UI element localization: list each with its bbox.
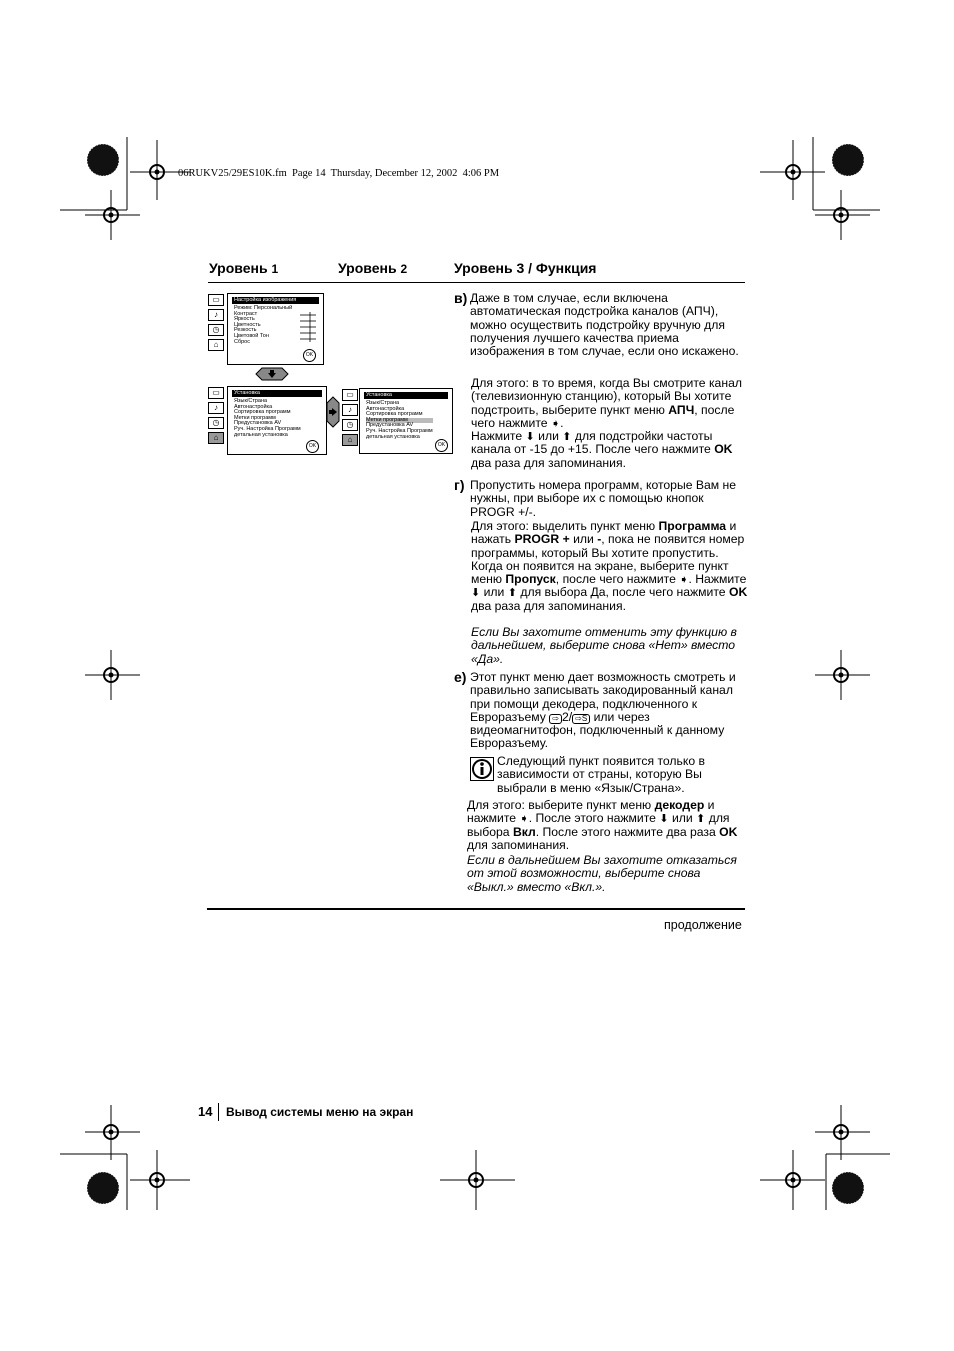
sound-icon: ♪ — [208, 309, 224, 321]
sound-icon: ♪ — [342, 404, 358, 416]
section-e-label: е) — [454, 669, 467, 685]
section-g-text: Пропустить номера программ, которые Вам не нужны, при выборе их с помощью кнопок PROGR +/-. — [470, 478, 737, 519]
picture-icon: ▭ — [208, 387, 224, 399]
section-e-note: Если в дальнейшем Вы захотите отказаться от этой возможности, выберите снова «Выкл.» вместо «Вкл.». — [467, 853, 737, 894]
print-header: 06RUKV25/29ES10K.fm Page 14 Thursday, December 12, 2002 4:06 PM — [178, 168, 500, 179]
section-g-instructions: Для этого: выделить пункт меню Программа и нажать PROGR + или -, пока не появится номер программы, который Вы хотите пропустить. Когда он появится на экране, выберите пункт меню Пропуск, после чего нажмите ➧. Нажмите ⬇ или ⬆ для выбора Да, после чего нажмите OK два раза для запоминания. — [471, 519, 748, 613]
section-v-instructions: Для этого: в то время, когда Вы смотрите канал (телевизионную станцию), который Вы хотите подстроить, выберите пункт меню АПЧ, после чего нажмите ➧. Нажмите ⬇ или ⬆ для подстройки частоты канала от -15 до +15. После чего нажмите OK два раза для запоминания. — [471, 376, 742, 470]
setup-icon: ⌂ — [208, 432, 224, 444]
sound-icon: ♪ — [208, 402, 224, 414]
section-v-text: Даже в том случае, если включена автоматическая подстройка каналов (АПЧ), можно осуществить подстройку вручную для получения лучшего качества приема изображения в том случае, если оно искажено. — [470, 291, 739, 359]
setup-icon: ⌂ — [208, 339, 224, 351]
menu-picture — [227, 293, 324, 365]
menu3-items: Язык/Страна Автонастройка Сортировка программ Метки программ Предустановка AV Руч. Настройка Программ детальная установка — [366, 400, 433, 440]
menu2-title: Установка — [232, 390, 322, 397]
down-arrow-icon — [254, 367, 290, 381]
timer-icon: ◷ — [208, 417, 224, 429]
menu3-title: Установка — [364, 392, 448, 399]
section-e-text: Этот пункт меню дает возможность смотреть и правильно записывать закодированный канал при помощи декодера, подключенного к Евроразъему ⇨ 2/ ⇨S или через видеомагнитофон, подключенный к данному Евроразъему. — [470, 670, 736, 751]
scart-s-icon: ⇨S — [572, 714, 590, 724]
menu-setup-level3 — [359, 388, 453, 454]
down-arrow-icon: ⬇ — [659, 813, 669, 826]
menu2-items: Язык/Страна Автонастройка Сортировка программ Метки программ Предустановка AV Руч. Настройка Программ детальная установка — [234, 398, 301, 438]
section-e-instructions: Для этого: выберите пункт меню декодер и нажмите ➧. После этого нажмите ⬇ или ⬆ для выбора Вкл. После этого нажмите два раза OK для запоминания. — [467, 798, 738, 852]
right-arrow-icon: ➧ — [679, 574, 689, 587]
info-note: Следующий пункт появится только в зависимости от страны, которую Вы выбрали в меню «Язык/Страна». — [497, 754, 705, 795]
right-arrow-icon: ➧ — [550, 417, 561, 430]
menu1-icons — [208, 294, 224, 354]
up-arrow-icon: ⬆ — [507, 587, 517, 600]
level-3-heading: Уровень 3 / Функция — [454, 260, 597, 276]
picture-icon: ▭ — [342, 389, 358, 401]
footer-title: Вывод системы меню на экран — [226, 1105, 414, 1119]
header-rule — [208, 282, 745, 283]
scart-icon: ⇨ — [549, 714, 562, 724]
section-g-label: г) — [454, 477, 465, 493]
ok-button-icon: OK — [303, 349, 316, 362]
down-arrow-icon: ⬇ — [471, 587, 481, 600]
timer-icon: ◷ — [208, 324, 224, 336]
ok-button-icon: OK — [306, 440, 319, 453]
menu1-items: Режим: Персональный Контраст Яркость Цветность Резкость Цветовой Тон Сброс — [234, 305, 293, 345]
info-icon — [470, 757, 494, 781]
section-v-label: в) — [454, 290, 468, 306]
right-arrow-icon: ➧ — [519, 813, 529, 826]
menu1-title: Настройка изображения — [232, 297, 319, 304]
footer-divider — [218, 1103, 219, 1121]
bottom-rule — [207, 908, 745, 910]
up-arrow-icon: ⬆ — [562, 431, 572, 444]
slider-bars — [298, 312, 318, 346]
picture-icon: ▭ — [208, 294, 224, 306]
level-1-heading: Уровень 1 — [209, 260, 279, 276]
up-arrow-icon: ⬆ — [696, 813, 706, 826]
right-arrow-icon — [326, 396, 340, 428]
down-arrow-icon: ⬇ — [525, 431, 535, 444]
timer-icon: ◷ — [342, 419, 358, 431]
section-g-note: Если Вы захотите отменить эту функцию в дальнейшем, выберите снова «Нет» вместо «Да». — [471, 625, 737, 666]
ok-button-icon: OK — [435, 439, 448, 452]
continue-label: продолжение — [664, 918, 742, 932]
menu3-icons — [342, 389, 358, 449]
setup-icon: ⌂ — [342, 434, 358, 446]
menu2-icons — [208, 387, 224, 447]
level-2-heading: Уровень 2 — [338, 260, 408, 276]
page-number: 14 — [198, 1104, 213, 1119]
menu-setup-level2 — [227, 386, 327, 455]
